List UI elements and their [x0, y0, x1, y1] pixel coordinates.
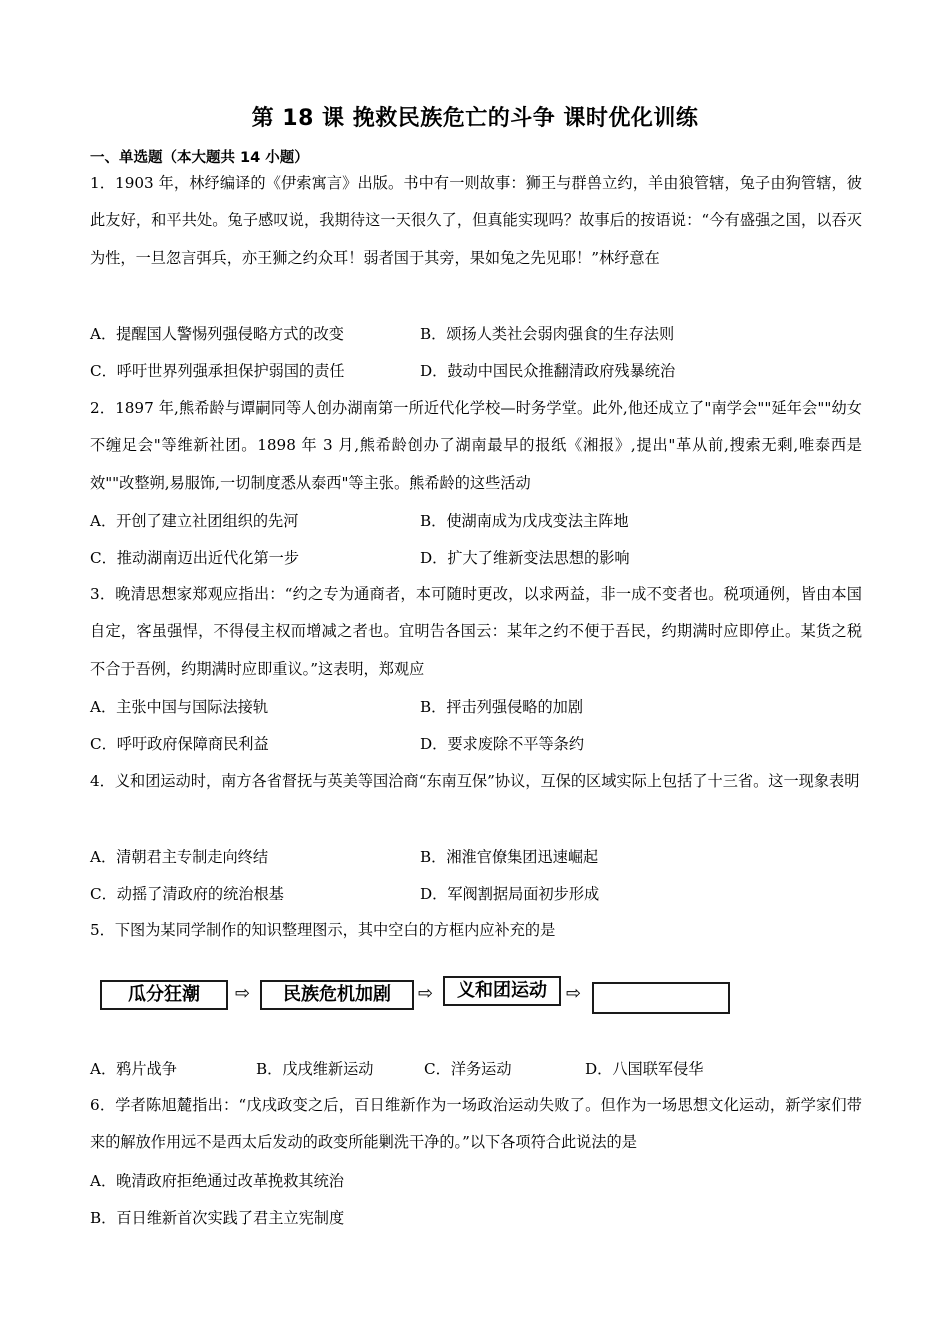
question-3-option-c: C．呼吁政府保障商民利益 [90, 735, 269, 753]
question-3-option-b: B．抨击列强侵略的加剧 [420, 698, 584, 716]
question-2-option-a: A．开创了建立社团组织的先河 [90, 512, 299, 530]
flow-box-1: 瓜分狂潮 [100, 980, 228, 1010]
question-2-option-c: C．推动湖南迈出近代化第一步 [90, 549, 300, 567]
question-5-stem: 5．下图为某同学制作的知识整理图示，其中空白的方框内应补充的是 [90, 921, 556, 939]
flow-box-3: 义和团运动 [443, 976, 561, 1006]
question-3-option-a: A．主张中国与国际法接轨 [90, 698, 269, 716]
question-1-stem: 1．1903 年，林纾编译的《伊索寓言》出版。书中有一则故事：狮王与群兽立约，羊由狼管辖，兔子由狗管辖，彼此友好，和平共处。兔子感叹说，我期待这一天很久了，但真能实现吗？故事后的按语说：“今有盛强之国，以吞灭为性，一旦忽言弭兵，亦王狮之约众耳！弱者国于其旁，果如兔之先见耶！”林纾意在 [90, 174, 862, 267]
question-5-option-a: A．鸦片战争 [90, 1060, 177, 1078]
knowledge-flow-diagram [100, 972, 740, 1022]
flow-box-blank [592, 982, 730, 1014]
question-4-option-a: A．清朝君主专制走向终结 [90, 848, 269, 866]
question-6-stem: 6．学者陈旭麓指出：“戊戌政变之后，百日维新作为一场政治运动失败了。但作为一场思想文化运动，新学家们带来的解放作用远不是西太后发动的政变所能剿洗干净的。”以下各项符合此说法的是 [90, 1096, 862, 1152]
question-5-option-b: B．戊戌维新运动 [256, 1060, 374, 1078]
question-3-option-d: D．要求废除不平等条约 [420, 735, 585, 753]
section-heading: 一、单选题（本大题共 14 小题） [90, 150, 309, 166]
question-2-option-d: D．扩大了维新变法思想的影响 [420, 549, 630, 567]
question-1-option-b: B．颂扬人类社会弱肉强食的生存法则 [420, 325, 675, 343]
question-4-stem: 4．义和团运动时，南方各省督抚与英美等国洽商“东南互保”协议，互保的区域实际上包括了十三省。这一现象表明 [90, 772, 860, 790]
flow-arrow-icon: ⇨ [418, 983, 434, 1004]
question-2-option-b: B．使湖南成为戊戌变法主阵地 [420, 512, 629, 530]
question-6-option-a: A．晚清政府拒绝通过改革挽救其统治 [90, 1172, 344, 1190]
flow-box-2: 民族危机加剧 [260, 980, 414, 1010]
question-6-option-b: B．百日维新首次实践了君主立宪制度 [90, 1209, 345, 1227]
question-1-option-a: A．提醒国人警惕列强侵略方式的改变 [90, 325, 344, 343]
question-2-stem: 2．1897 年,熊希龄与谭嗣同等人创办湖南第一所近代化学校—时务学堂。此外,他还成立了"南学会""延年会""幼女不缠足会"等维新社团。1898 年 3 月,熊希龄创办了湖南最早的报纸《湘报》,提出"革从前,搜索无剩,唯泰西是效""改整朔,易服饰,一切制度悉从泰西"等主张。熊希龄的这些活动 [90, 399, 862, 492]
page-title: 第 18 课 挽救民族危亡的斗争 课时优化训练 [251, 106, 699, 131]
question-3-stem: 3．晚清思想家郑观应指出：“约之专为通商者，本可随时更改，以求两益，非一成不变者也。税项通例，皆由本国自定，客虽强悍，不得侵主权而增减之者也。宜明告各国云：某年之约不便于吾民，约期满时应即停止。某货之税不合于吾例，约期满时应即重议。”这表明，郑观应 [90, 585, 862, 678]
question-5-option-c: C．洋务运动 [424, 1060, 512, 1078]
question-1-option-c: C．呼吁世界列强承担保护弱国的责任 [90, 362, 345, 380]
question-4-option-b: B．湘淮官僚集团迅速崛起 [420, 848, 599, 866]
question-4-option-d: D．军阀割据局面初步形成 [420, 885, 600, 903]
flow-arrow-icon: ⇨ [235, 983, 251, 1004]
question-5-option-d: D．八国联军侵华 [585, 1060, 704, 1078]
flow-arrow-icon: ⇨ [566, 983, 582, 1004]
question-1-option-d: D．鼓动中国民众推翻清政府残暴统治 [420, 362, 676, 380]
question-4-option-c: C．动摇了清政府的统治根基 [90, 885, 284, 903]
